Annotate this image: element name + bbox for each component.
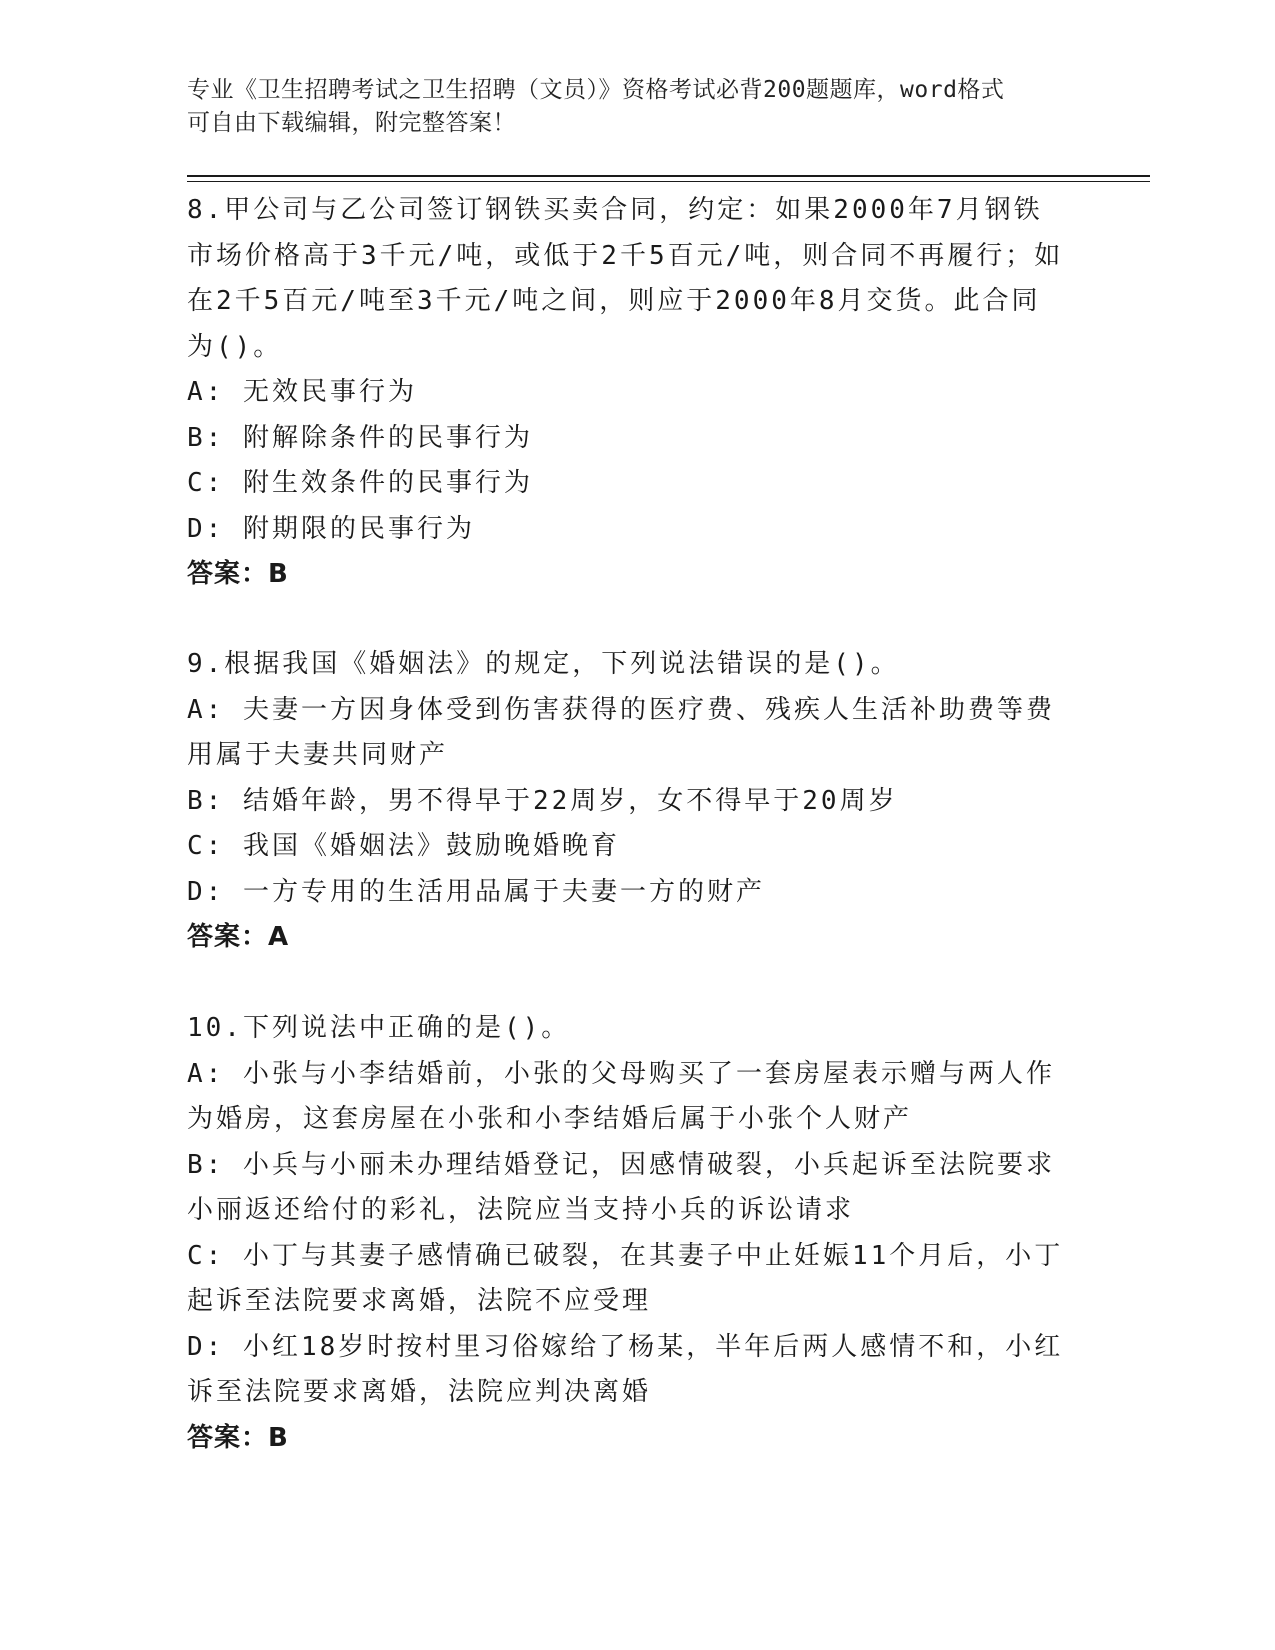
option-c: C: 附生效条件的民事行为	[187, 468, 533, 498]
option-d: D: 小红18岁时按村里习俗嫁给了杨某，半年后两人感情不和，小红诉至法院要求离婚，法院应判决离婚	[187, 1331, 1064, 1407]
header-divider-thick	[187, 175, 1150, 177]
option-b: B: 附解除条件的民事行为	[187, 422, 533, 453]
option-c: C: 我国《婚姻法》鼓励晚婚晚育	[187, 831, 620, 861]
header-line-2: 可自由下载编辑，附完整答案！	[187, 110, 516, 136]
question-stem: 9.根据我国《婚姻法》的规定，下列说法错误的是()。	[187, 649, 900, 679]
question-10	[187, 1006, 1067, 1461]
option-b: B: 小兵与小丽未办理结婚登记，因感情破裂，小兵起诉至法院要求小丽返还给付的彩礼，法院应当支持小兵的诉讼请求	[187, 1149, 1055, 1225]
answer-label: 答案：B	[187, 1422, 289, 1453]
header-divider-thin	[187, 181, 1150, 182]
header-line-1: 专业《卫生招聘考试之卫生招聘（文员）》资格考试必背200题题库，word格式	[187, 77, 1005, 103]
option-c: C: 小丁与其妻子感情确已破裂，在其妻子中止妊娠11个月后，小丁起诉至法院要求离婚，法院不应受理	[187, 1240, 1064, 1316]
question-stem: 8.甲公司与乙公司签订钢铁买卖合同，约定：如果2000年7月钢铁市场价格高于3千元/吨，或低于2千5百元/吨，则合同不再履行；如在2千5百元/吨至3千元/吨之间，则应于2000年8月交货。此合同为()。	[187, 195, 1064, 362]
answer-label: 答案：A	[187, 922, 290, 952]
option-a: A: 夫妻一方因身体受到伤害获得的医疗费、残疾人生活补助费等费用属于夫妻共同财产	[187, 694, 1055, 770]
answer-label: 答案：B	[187, 559, 289, 589]
question-9	[187, 642, 1067, 961]
document-header	[187, 74, 1067, 140]
option-a: A: 小张与小李结婚前，小张的父母购买了一套房屋表示赠与两人作为婚房，这套房屋在小张和小李结婚后属于小张个人财产	[187, 1058, 1055, 1134]
question-stem: 10.下列说法中正确的是()。	[187, 1013, 571, 1043]
option-d: D: 附期限的民事行为	[187, 513, 475, 544]
option-b: B: 结婚年龄，男不得早于22周岁，女不得早于20周岁	[187, 785, 898, 816]
option-a: A: 无效民事行为	[187, 377, 417, 407]
option-d: D: 一方专用的生活用品属于夫妻一方的财产	[187, 876, 765, 907]
question-8	[187, 188, 1067, 598]
